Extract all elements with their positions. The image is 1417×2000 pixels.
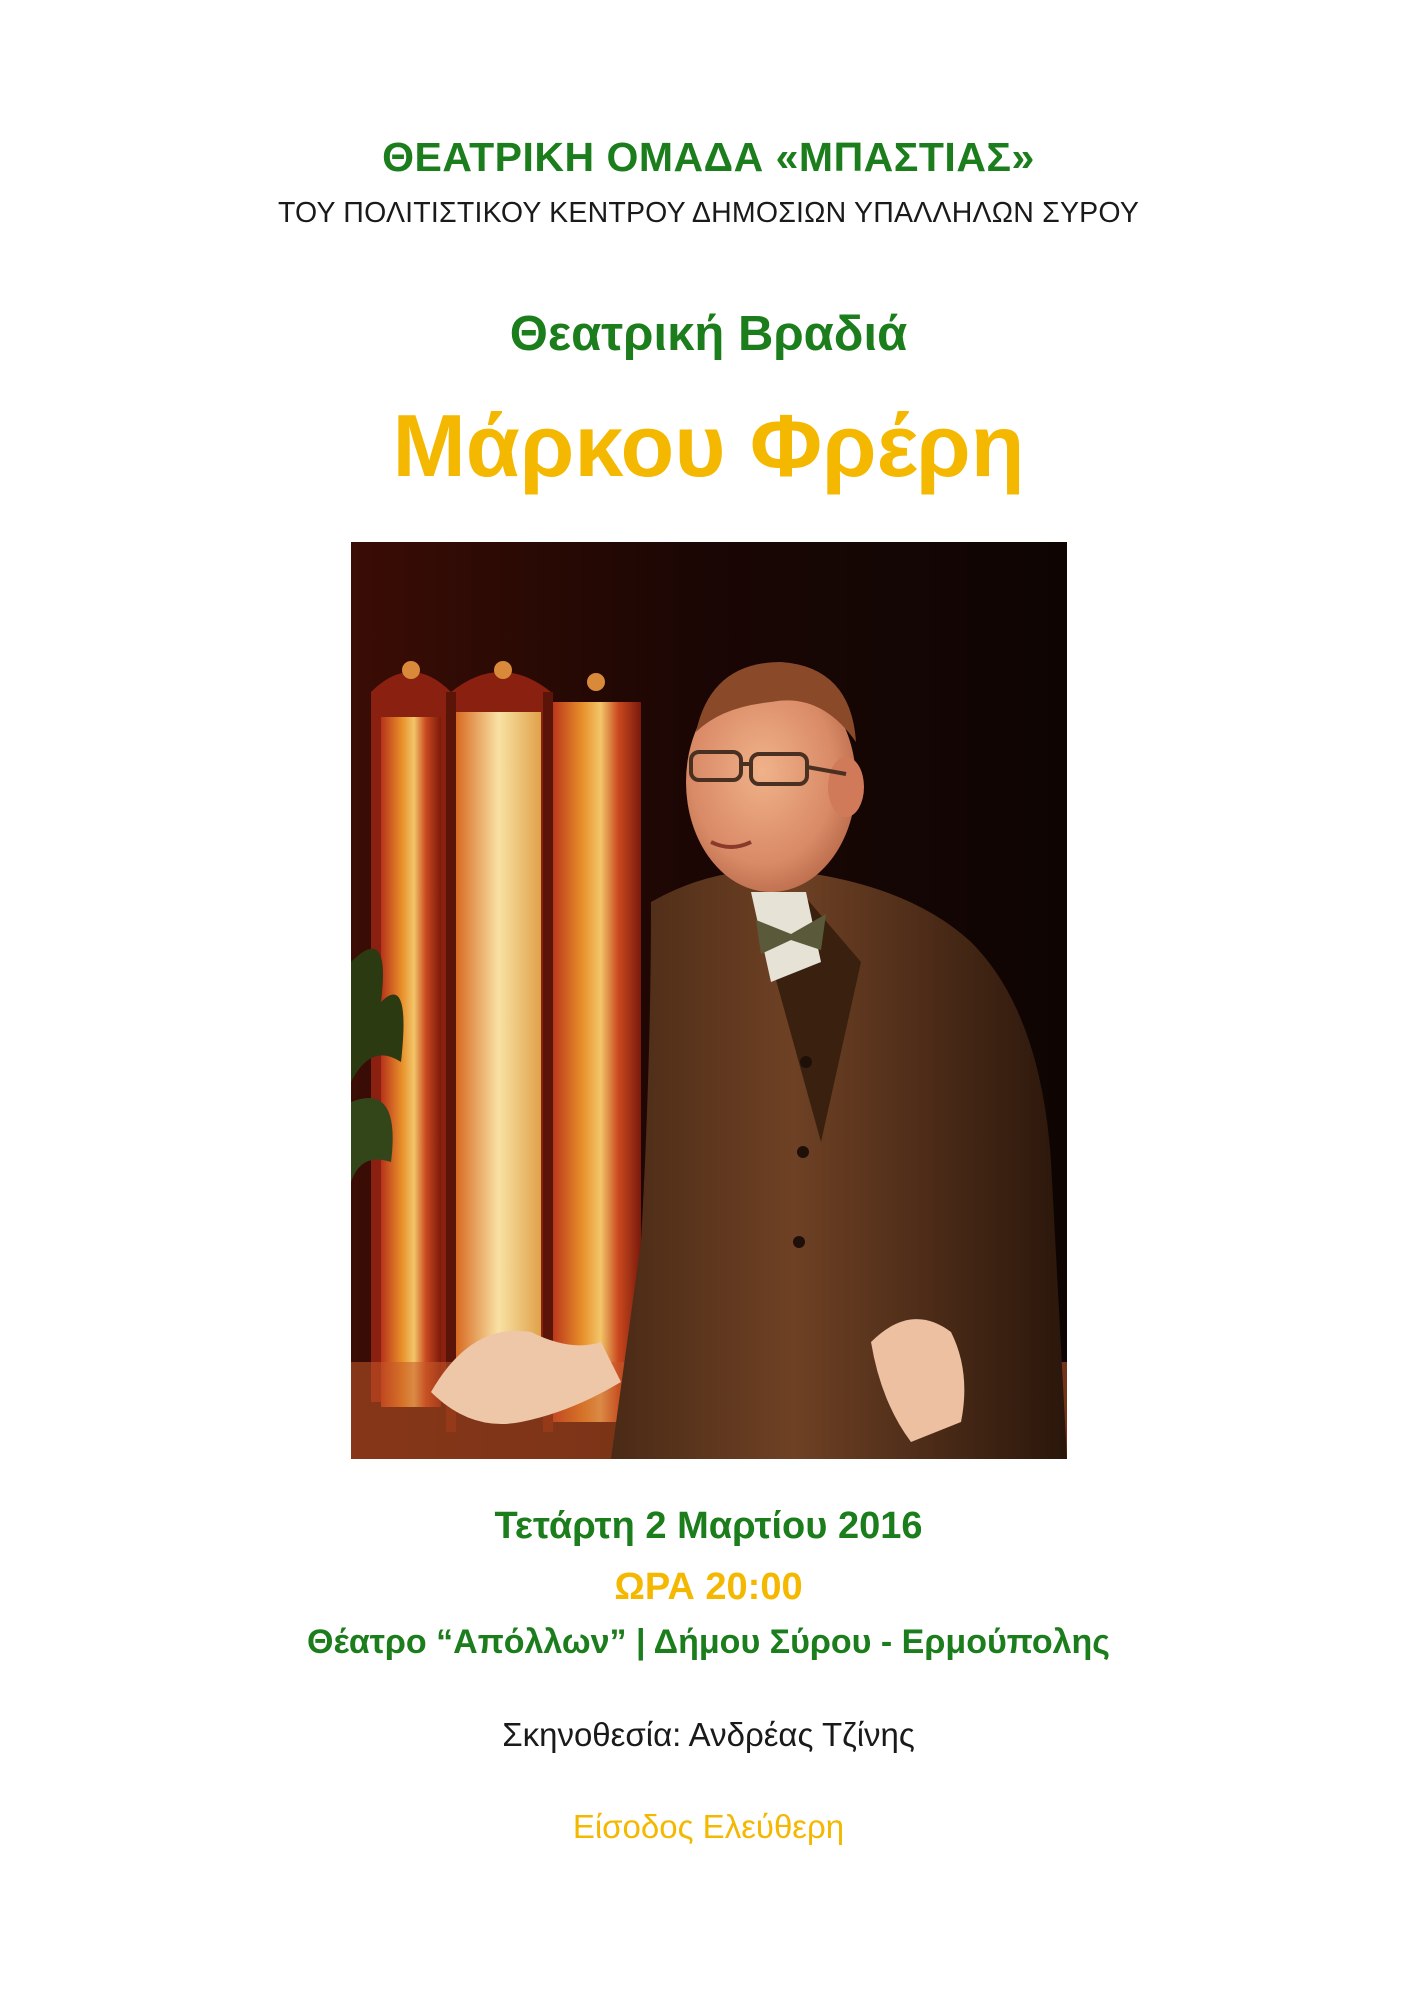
director-credit: Σκηνοθεσία: Ανδρέας Τζίνης (502, 1716, 915, 1753)
event-time: ΩΡΑ 20:00 (614, 1566, 803, 1608)
event-venue: Θέατρο “Απόλλων” | Δήμου Σύρου - Ερμούπολης (307, 1623, 1110, 1661)
event-title: Θεατρική Βραδιά (509, 307, 908, 361)
troupe-name: ΘΕΑΤΡΙΚΗ ΟΜΑΔΑ «ΜΠΑΣΤΙΑΣ» (382, 134, 1035, 180)
cultural-center-subtitle: ΤΟΥ ΠΟΛΙΤΙΣΤΙΚΟΥ ΚΕΝΤΡΟΥ ΔΗΜΟΣΙΩΝ ΥΠΑΛΛΗΛΩΝ ΣΥΡΟΥ (277, 197, 1140, 229)
event-date: Τετάρτη 2 Μαρτίου 2016 (494, 1505, 923, 1547)
author-name: Μάρκου Φρέρη (392, 396, 1025, 495)
actor-photo (351, 542, 1067, 1459)
free-entry-note: Είσοδος Ελεύθερη (572, 1808, 845, 1845)
